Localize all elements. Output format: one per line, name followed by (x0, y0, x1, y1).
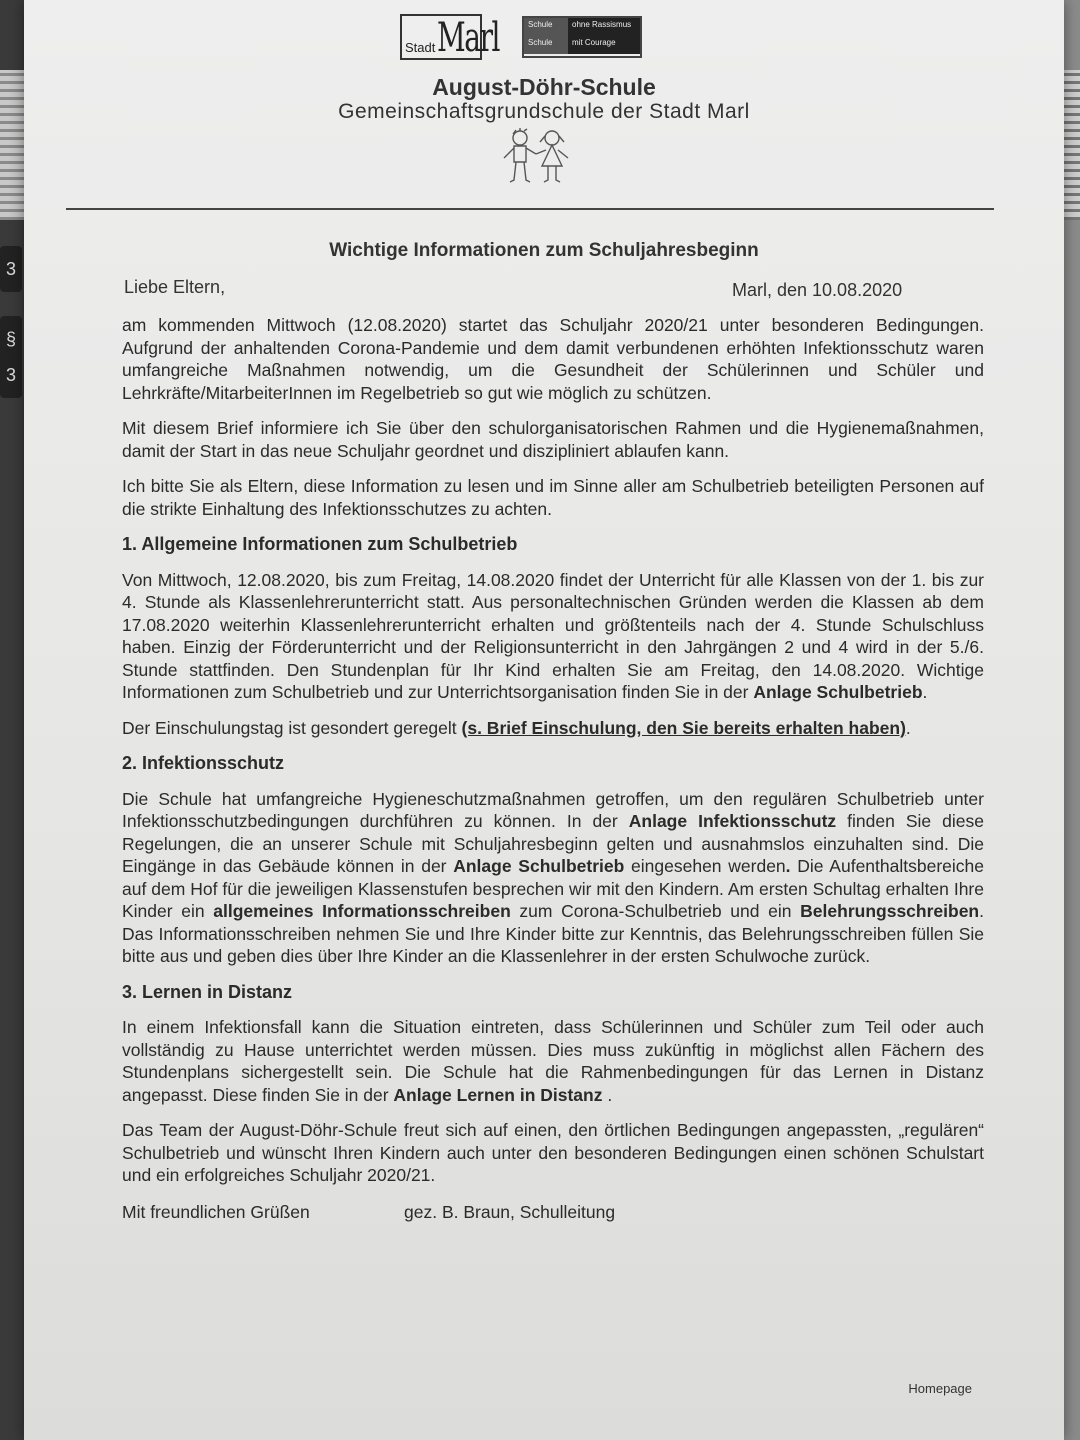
logo-text-marl: Marl (437, 15, 500, 61)
signature: gez. B. Braun, Schulleitung (404, 1201, 616, 1222)
paragraph-text: . (905, 717, 911, 738)
bold-reference: Anlage Infektionsschutz (628, 811, 837, 831)
footer-homepage: Homepage (908, 1381, 972, 1396)
intro-paragraph: am kommenden Mittwoch (12.08.2020) startet das Schuljahr 2020/21 unter besonderen Bedingungen. Aufgrund der anhaltenden Corona-Pandemie und dem damit verbundenen erhöhten Infektionsschutz waren umfangreiche Maßnahmen notwendig, um die Gesundheit der Schülerinnen und Schüler und Lehrkräfte/MitarbeiterInnen im Regelbetrieb so gut wie möglich zu schützen. (122, 315, 984, 403)
section-paragraph (122, 569, 984, 704)
section-paragraph (122, 788, 984, 968)
logo-text: ohne Rassismus (568, 18, 640, 36)
stadt-marl-logo (400, 14, 500, 61)
children-drawing-icon (496, 128, 576, 186)
letter-body (122, 314, 984, 1223)
bold-reference: allgemeines Informationsschreiben (213, 901, 511, 921)
bold-reference: Belehrungsschreiben (800, 901, 980, 921)
school-name: August-Döhr-Schule (432, 74, 656, 100)
place-date: Marl, den 10.08.2020 (732, 280, 903, 300)
greeting: Liebe Eltern, (124, 277, 226, 297)
paragraph-text: . Das Informationsschreiben nehmen Sie und Ihre Kinder bitte zur Kenntnis, das Belehrungsschreiben füllen Sie bitte aus und geben dies über Ihre Kinder an die Klassenlehrer in der ersten Schulwoche zurück. (122, 901, 984, 966)
intro-paragraph: Ich bitte Sie als Eltern, diese Information zu lesen und im Sinne aller am Schulbetrieb beteiligten Personen auf die strikte Einhaltung des Infektionsschutzes zu achten. (122, 476, 984, 519)
logo-text-stadt: Stadt (405, 40, 436, 55)
paragraph-text: Der Einschulungstag ist gesondert geregelt (122, 717, 462, 738)
paragraph-text: . (602, 1084, 613, 1105)
section-heading: 3. Lernen in Distanz (122, 981, 293, 1002)
logo-text: Schule (524, 18, 568, 36)
bold-reference: Anlage Schulbetrieb (753, 682, 923, 702)
logo-text: mit Courage (568, 36, 640, 54)
closing-paragraph: Das Team der August-Döhr-Schule freut sich auf einen, den örtlichen Bedingungen angepassten, „regulären“ Schulbetrieb und wünscht Ihren Kindern auch unter den besonderen Bedingungen einen schönen Schulstart und ein erfolgreiches Schuljahr 2020/21. (122, 1120, 984, 1185)
paragraph-text: Die Aufenthaltsbereiche auf dem Hof für die jeweiligen Klassenstufen besprechen wir mit den Kindern. Am ersten Schultag erhalten Ihre Kinder ein (122, 856, 984, 921)
keyboard-key: 3 (0, 352, 22, 398)
keyboard-key: § (0, 316, 22, 362)
section-paragraph (122, 1016, 984, 1106)
bold-reference: Anlage Lernen in Distanz (393, 1084, 603, 1105)
schule-ohne-rassismus-logo (522, 16, 642, 58)
paragraph-text: Von Mittwoch, 12.08.2020, bis zum Freitag, 14.08.2020 findet der Unterricht für alle Klassen von der 1. bis zur 4. Stunde als Klassenlehrerunterricht statt. Aus personaltechnischen Gründen werden die Klassen ab dem 17.08.2020 weiterhin Klassenlehrerunterricht erhalten und größtenteils nach der 4. Stunde Schulschluss haben. Einzig der Förderunterricht und der Religionsunterricht in den Jahrgängen 2 und 4 wird in der 5./6. Stunde stattfinden. Den Stundenplan für Ihr Kind erhalten Sie am Freitag, den 14.08.2020. Wichtige Informationen zum Schulbetrieb und zur Unterrichtsorganisation finden Sie in der (122, 569, 984, 702)
paragraph-text: In einem Infektionsfall kann die Situation eintreten, dass Schülerinnen und Schüler zum Teil oder auch vollständig zu Hause unterrichtet werden müssen. Dies muss zukünftig in möglichst allen Fächern des Stundenplans sichergestellt sein. Die Schule hat die Rahmenbedingungen für das Lernen in Distanz angepasst. Diese finden Sie in der (122, 1017, 984, 1105)
paragraph-text: Die Schule hat umfangreiche Hygieneschutzmaßnahmen getroffen, um den regulären Schulbetrieb unter Infektionsschutzbedingungen durchführen zu können. In der (122, 788, 984, 831)
bold-reference: . (785, 856, 791, 876)
bold-reference: Anlage Schulbetrieb (453, 856, 625, 876)
header-divider (66, 208, 994, 210)
underlined-reference: (s. Brief Einschulung, den Sie bereits erhalten haben) (461, 717, 906, 738)
section-heading: 1. Allgemeine Informationen zum Schulbetrieb (122, 534, 518, 554)
section-paragraph (122, 717, 984, 740)
letter-title: Wichtige Informationen zum Schuljahresbeginn (329, 240, 759, 261)
logo-text: Schule (524, 36, 568, 54)
salutation: Mit freundlichen Grüßen (122, 1201, 310, 1222)
school-subtitle: Gemeinschaftsgrundschule der Stadt Marl (338, 100, 750, 123)
paragraph-text: zum Corona-Schulbetrieb und ein (510, 901, 801, 921)
paragraph-text: eingesehen werden (624, 856, 786, 876)
paragraph-text: finden Sie diese Regelungen, die an unserer Schule mit Schuljahresbeginn gelten und ausnahmslos einzuhalten sind. Die Eingänge in das Gebäude können in der (122, 811, 984, 876)
keyboard-key: 3 (0, 246, 22, 292)
letter-page (24, 0, 1064, 1440)
signature-line (122, 1201, 984, 1224)
logo-bar (24, 12, 1064, 60)
paragraph-text: . (922, 682, 928, 702)
section-heading: 2. Infektionsschutz (122, 753, 285, 773)
intro-paragraph: Mit diesem Brief informiere ich Sie über den schulorganisatorischen Rahmen und die Hygienemaßnahmen, damit der Start in das neue Schuljahr geordnet und diszipliniert ablaufen kann. (122, 418, 984, 461)
